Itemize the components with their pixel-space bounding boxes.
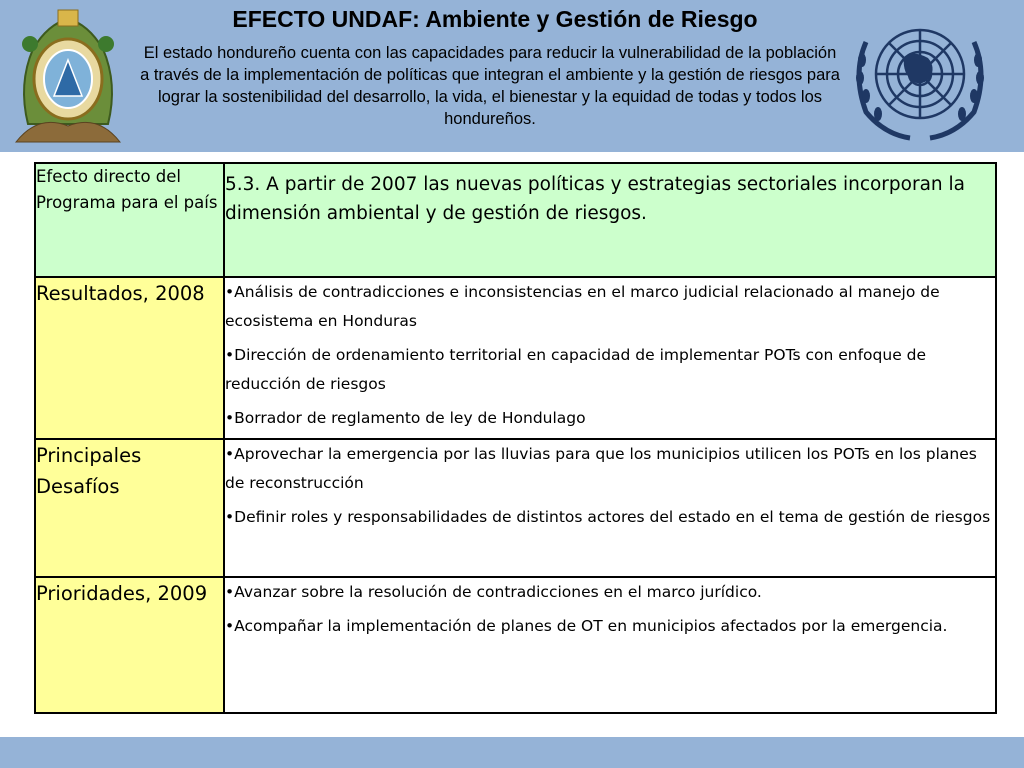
row-label-results: Resultados, 2008 [36,282,205,305]
list-item: •Dirección de ordenamiento territorial en capacidad de implementar POTs con enfoque de reducción de riesgos [225,346,927,393]
page-subtitle: El estado hondureño cuenta con las capacidades para reducir la vulnerabilidad de la población a través de la implementación de políticas que integran el ambiente y la gestión de riesgos para lograr la sostenibilidad del desarrollo, la vida, el bienestar y la equidad de todas y todos los hondureños. [140,44,840,128]
row-label-challenges: Principales Desafíos [36,444,142,498]
content-cell [224,163,996,277]
row-label-effect: Efecto directo del Programa para el país [36,167,218,212]
content-cell [224,439,996,577]
header-band [0,0,1024,152]
label-cell [35,577,224,713]
list-item: •Definir roles y responsabilidades de distintos actores del estado en el tema de gestión de riesgos [225,508,991,526]
un-emblem-icon [844,12,996,144]
list-item: •Borrador de reglamento de ley de Hondulago [225,409,586,427]
table-row-challenges [35,439,996,577]
effect-statement: 5.3. A partir de 2007 las nuevas políticas y estrategias sectoriales incorporan la dimensión ambiental y de gestión de riesgos. [225,174,965,224]
undaf-table [34,162,997,714]
label-cell [35,277,224,439]
coat-of-arms-icon [8,4,128,146]
table-row-priorities [35,577,996,713]
label-cell [35,439,224,577]
page-title: EFECTO UNDAF: Ambiente y Gestión de Riesgo [232,6,758,32]
list-item: •Aprovechar la emergencia por las lluvias para que los municipios utilicen los POTs en los planes de reconstrucción [225,445,977,492]
content-cell [224,577,996,713]
list-item: •Análisis de contradicciones e inconsistencias en el marco judicial relacionado al manejo de ecosistema en Honduras [225,283,940,330]
list-item: •Acompañar la implementación de planes de OT en municipios afectados por la emergencia. [225,617,948,635]
label-cell [35,163,224,277]
table-row-effect [35,163,996,277]
content-cell [224,277,996,439]
table-row-results [35,277,996,439]
footer-band [0,737,1024,768]
row-label-priorities: Prioridades, 2009 [36,582,208,605]
list-item: •Avanzar sobre la resolución de contradicciones en el marco jurídico. [225,583,762,601]
